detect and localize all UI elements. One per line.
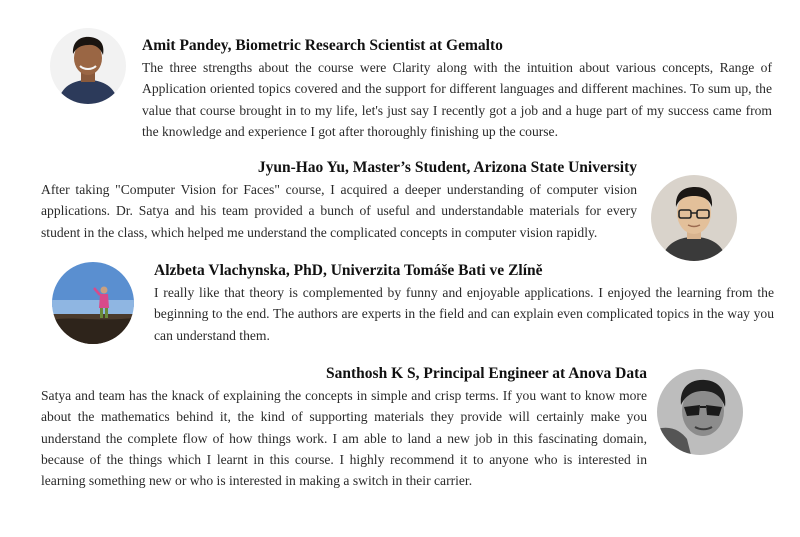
testimonial-santhosh-ks <box>41 364 647 491</box>
testimonial-jyun-hao-yu <box>41 158 637 243</box>
testimonial-amit-pandey <box>142 36 772 142</box>
testimonial-quote: Satya and team has the knack of explaining the concepts in simple and crisp terms. If you want to know more about the mathematics behind it, the kind of supporting materials they provide will certainly make you understand the complete flow of how things work. I am able to land a new job in this fascinating domain, because of the things which I learnt in this course. I highly recommend it to anyone who is interested in learning something new or who is interested in making a switch in their carrier. <box>41 388 647 489</box>
testimonial-name: Alzbeta Vlachynska, PhD, Univerzita Tomáše Bati ve Zlíně <box>154 262 543 279</box>
testimonial-name: Amit Pandey, Biometric Research Scientist at Gemalto <box>142 37 503 54</box>
testimonial-quote: The three strengths about the course were Clarity along with the intuition about various concepts, Range of Application oriented topics covered and the support for different languages and different machines. To sum up, the value that course brought in to my life, let's just say I recently got a job and a huge part of my success came from the knowledge and experience I got after thoroughly finishing up the course. <box>142 60 772 139</box>
person-photo-icon <box>651 175 737 261</box>
testimonial-quote: After taking "Computer Vision for Faces" course, I acquired a deeper understanding of computer vision applications. Dr. Satya and his team provided a bunch of useful and understandable materials for every student in the class, which helped me understand the complicated concepts in computer vision rapidly. <box>41 182 637 240</box>
testimonial-name: Jyun-Hao Yu, Master’s Student, Arizona State University <box>257 159 637 176</box>
person-photo-icon <box>50 28 126 104</box>
person-photo-icon <box>52 262 134 344</box>
testimonial-name: Santhosh K S, Principal Engineer at Anova Data <box>326 365 647 382</box>
person-photo-icon <box>657 369 743 455</box>
avatar-amit-pandey <box>50 28 126 104</box>
avatar-alzbeta-vlachynska <box>52 262 134 344</box>
avatar-santhosh-ks <box>657 369 743 455</box>
testimonial-quote: I really like that theory is complemented by funny and enjoyable applications. I enjoyed the learning from the beginning to the end. The authors are experts in the field and can explain even complicated topics in the way you can understand them. <box>154 285 774 343</box>
avatar-jyun-hao-yu <box>651 175 737 261</box>
testimonial-alzbeta-vlachynska <box>154 261 774 346</box>
